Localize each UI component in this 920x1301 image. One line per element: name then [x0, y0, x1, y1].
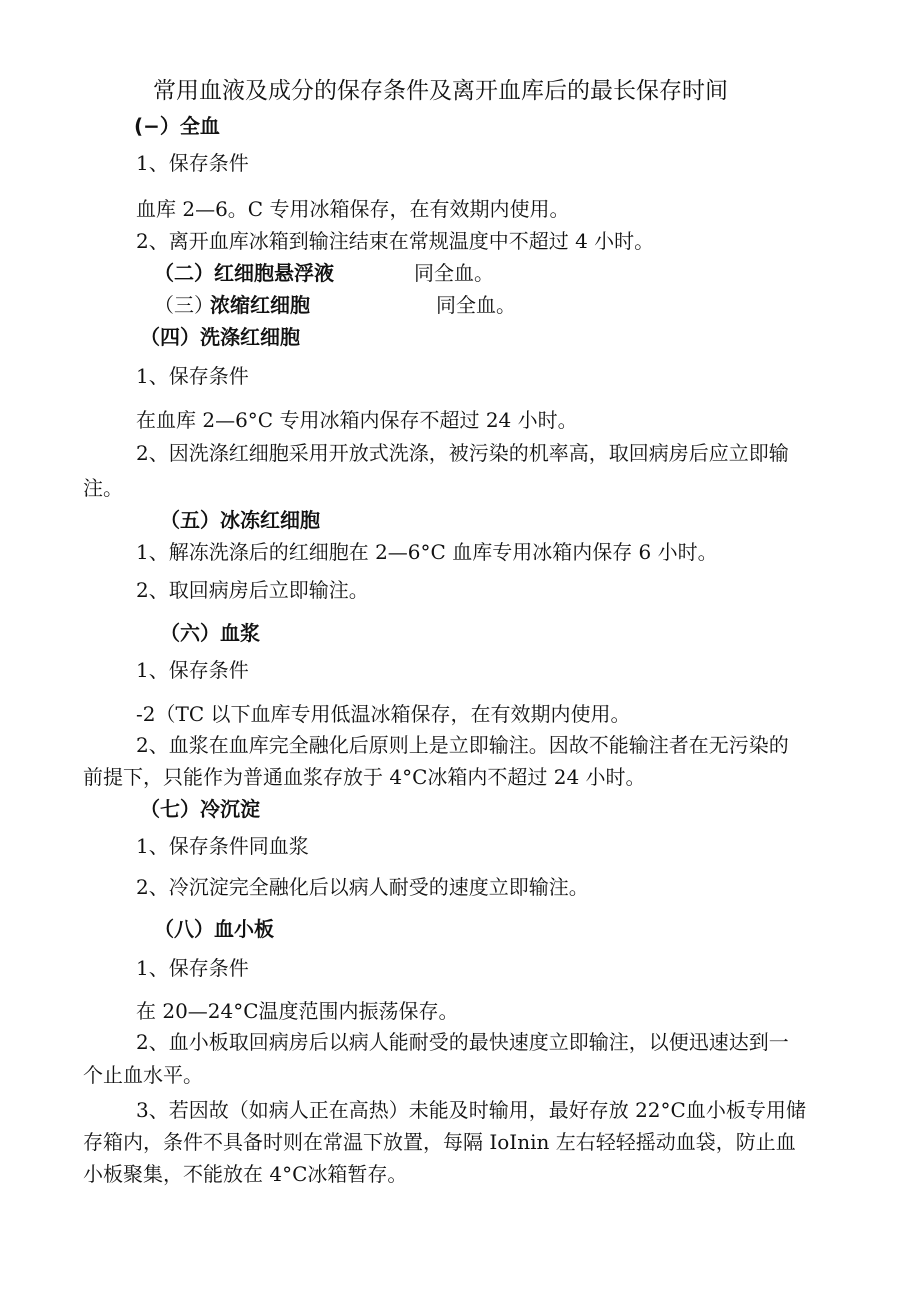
frozen-red-cells-item-1: 1、解冻洗涤后的红细胞在 2—6°C 血库专用冰箱内保存 6 小时。 — [136, 540, 718, 564]
plasma-item-1: 1、保存条件 — [136, 658, 249, 682]
cryoprecipitate-item-1: 1、保存条件同血浆 — [136, 834, 309, 858]
whole-blood-storage-condition: 血库 2—6。C 专用冰箱保存，在有效期内使用。 — [136, 197, 570, 221]
washed-red-cells-item-2-line-1: 2、因洗涤红细胞采用开放式洗涤，被污染的机率高，取回病房后应立即输 — [136, 441, 789, 465]
whole-blood-item-2: 2、离开血库冰箱到输注结束在常规温度中不超过 4 小时。 — [136, 229, 655, 253]
page-title: 常用血液及成分的保存条件及离开血库后的最长保存时间 — [153, 78, 728, 104]
cryoprecipitate-item-2: 2、冷沉淀完全融化后以病人耐受的速度立即输注。 — [136, 875, 589, 899]
section-heading-concentrated-red-cells: 浓缩红细胞 — [210, 293, 310, 317]
section-heading-washed-red-cells: （四）洗涤红细胞 — [140, 325, 300, 349]
plasma-item-2-line-1: 2、血浆在血库完全融化后原则上是立即输注。因故不能输注者在无污染的 — [136, 733, 789, 757]
platelets-storage-condition: 在 20—24°C温度范围内振荡保存。 — [136, 999, 459, 1023]
washed-red-cells-item-1: 1、保存条件 — [136, 364, 249, 388]
washed-red-cells-item-2-line-2: 注。 — [83, 476, 123, 500]
platelets-item-2-line-1: 2、血小板取回病房后以病人能耐受的最快速度立即输注，以便迅速达到一 — [136, 1030, 789, 1054]
platelets-item-2-line-2: 个止血水平。 — [83, 1063, 203, 1087]
washed-red-cells-storage-condition: 在血库 2—6°C 专用冰箱内保存不超过 24 小时。 — [136, 408, 578, 432]
section-heading-whole-blood: (−）全血 — [134, 114, 220, 138]
platelets-item-3-line-1: 3、若因故（如病人正在高热）未能及时输用，最好存放 22°C血小板专用储 — [136, 1098, 806, 1122]
section-heading-platelets: （八）血小板 — [154, 917, 274, 941]
plasma-item-2-line-2: 前提下，只能作为普通血浆存放于 4°C冰箱内不超过 24 小时。 — [83, 765, 646, 789]
platelets-item-3-line-2: 存箱内，条件不具备时则在常温下放置，每隔 IoInin 左右轻轻摇动血袋，防止血 — [83, 1130, 796, 1154]
section-heading-plasma: （六）血浆 — [160, 621, 260, 645]
platelets-item-1: 1、保存条件 — [136, 956, 249, 980]
section-heading-cryoprecipitate: （七）冷沉淀 — [140, 797, 260, 821]
section-heading-red-cell-suspension: （二）红细胞悬浮液 — [154, 261, 334, 285]
section-prefix-concentrated-red-cells: （三） — [154, 293, 214, 317]
plasma-storage-condition: -2（TC 以下血库专用低温冰箱保存，在有效期内使用。 — [136, 702, 631, 726]
whole-blood-item-1: 1、保存条件 — [136, 151, 249, 175]
frozen-red-cells-item-2: 2、取回病房后立即输注。 — [136, 578, 369, 602]
concentrated-red-cells-note: 同全血。 — [436, 293, 516, 317]
platelets-item-3-line-3: 小板聚集，不能放在 4°C冰箱暂存。 — [83, 1162, 408, 1186]
red-cell-suspension-note: 同全血。 — [414, 261, 494, 285]
section-heading-frozen-red-cells: （五）冰冻红细胞 — [160, 508, 320, 532]
